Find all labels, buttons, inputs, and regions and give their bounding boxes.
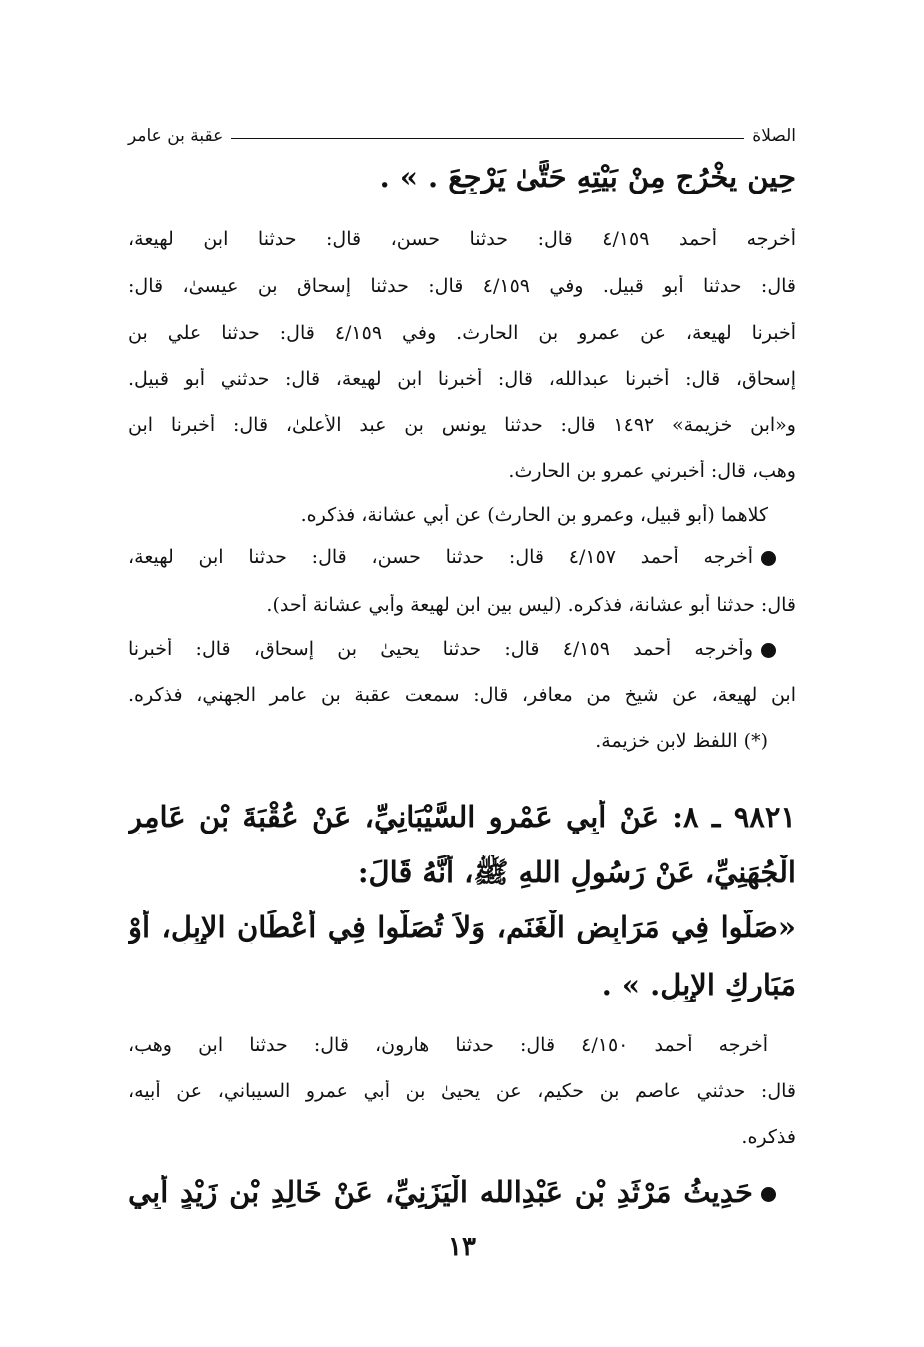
takhrij-line: قال: حدثنا أبو عشانة، فذكره. (ليس بين ابن لهيعة وأبي عشانة أحد). [266,594,796,616]
takhrij-text: أخرجه أحمد ٤/١٥٧ قال: حدثنا حسن، قال: حدثنا ابن لهيعة، [128,546,754,568]
takhrij-line [128,638,776,660]
running-header [128,122,796,150]
takhrij-line: كلاهما (أبو قبيل، وعمرو بن الحارث) عن أبي عشانة، فذكره. [300,504,768,526]
footnote-line: (*) اللفظ لابن خزيمة. [595,730,768,752]
hadith-line: مَبَارِكِ الإِبِلِ. » . [601,968,796,1002]
hadith-ending-line: حِين يخْرُج مِنْ بَيْتِهِ حَتَّىٰ يَرْجِعَ . » . [379,160,796,194]
hadith-heading-text: حَدِيثُ مَرْثَدِ بْنِ عَبْدِالله الْيَزَنِيِّ، عَنْ خَالِدِ بْنِ زَيْدٍ أَبِي [128,1175,753,1209]
takhrij-line: فذكره. [741,1126,796,1148]
bullet-icon [761,643,776,658]
takhrij-line: أخرجه أحمد ٤/١٥٠ قال: حدثنا هارون، قال: حدثنا ابن وهب، [128,1034,768,1056]
takhrij-line: وهب، قال: أخبرني عمرو بن الحارث. [508,460,796,482]
takhrij-line: إسحاق، قال: أخبرنا عبدالله، قال: أخبرنا ابن لهيعة، قال: حدثني أبو قبيل. [128,368,796,390]
hadith-line: ٩٨٢١ ـ ٨: عَنْ أَبِي عَمْرو السَّيْبَانِيِّ، عَنْ عُقْبَةَ بْنِ عَامِرٍ [128,800,796,834]
takhrij-line [128,546,776,568]
header-chapter: الصلاة [752,126,796,146]
takhrij-line: قال: حدثني عاصم بن حكيم، عن يحيىٰ بن أبي عمرو السيباني، عن أبيه، [128,1080,796,1102]
takhrij-line: أخرجه أحمد ٤/١٥٩ قال: حدثنا حسن، قال: حدثنا ابن لهيعة، [128,228,796,250]
hadith-heading-line [128,1175,776,1209]
takhrij-line: و«ابن خزيمة» ١٤٩٢ قال: حدثنا يونس بن عبد الأعلىٰ، قال: أخبرنا ابن [128,414,796,436]
takhrij-line: قال: حدثنا أبو قبيل. وفي ٤/١٥٩ قال: حدثنا إسحاق بن عيسىٰ، قال: [128,275,796,297]
bullet-icon [761,1187,776,1202]
takhrij-line: ابن لهيعة، عن شيخ من معافر، قال: سمعت عقبة بن عامر الجهني، فذكره. [128,684,796,706]
hadith-line: «صَلُّوا فِي مَرَابِضِ الْغَنَمِ، وَلاَ تُصَلُّوا فِي أَعْطَانِ الإِبِلِ، أَوْ [128,910,796,944]
header-section: عقبة بن عامر [128,126,224,146]
takhrij-line: أخبرنا لهيعة، عن عمرو بن الحارث. وفي ٤/١٥٩ قال: حدثنا علي بن [128,322,796,344]
header-rule [231,138,744,139]
page-number: ١٣ [448,1232,476,1262]
bullet-icon [761,551,776,566]
hadith-line: الْجُهَنِيِّ، عَنْ رَسُولِ اللهِ ﷺ، أَنَّهُ قَالَ: [357,855,796,889]
takhrij-text: وأخرجه أحمد ٤/١٥٩ قال: حدثنا يحيىٰ بن إسحاق، قال: أخبرنا [128,638,753,660]
